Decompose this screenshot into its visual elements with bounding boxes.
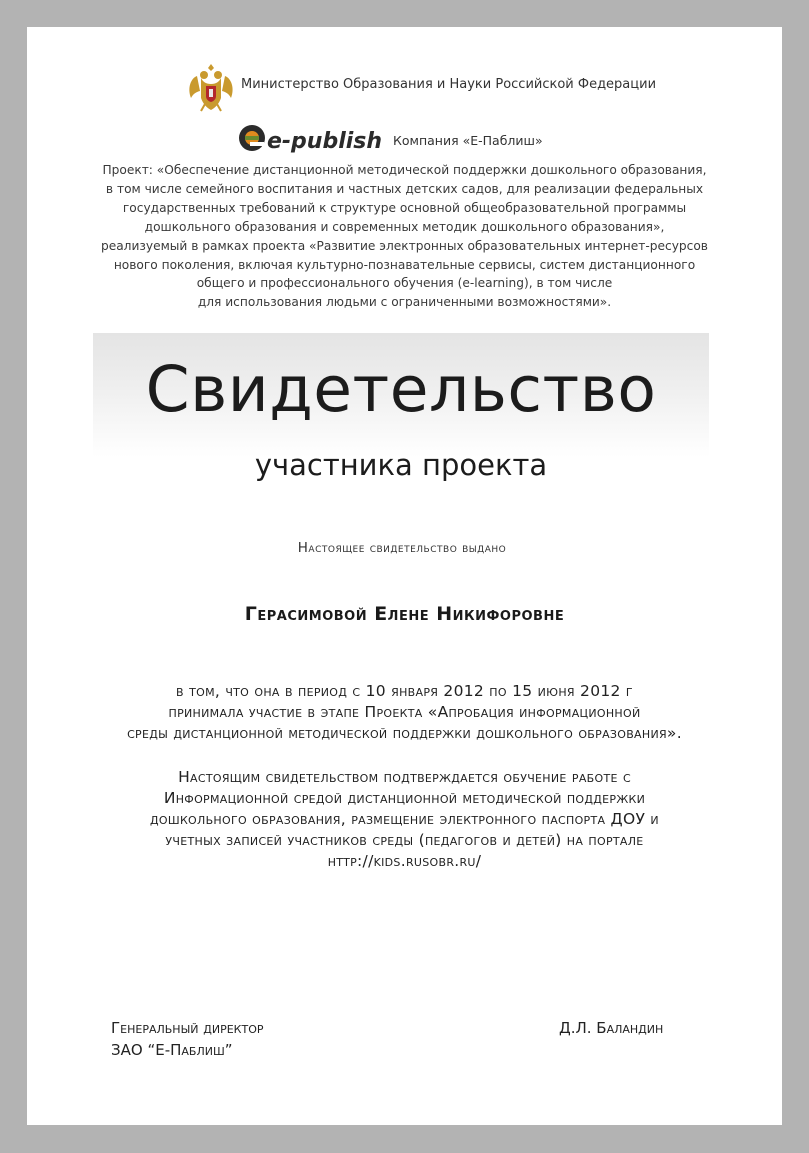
position-line: Генеральный директор xyxy=(111,1019,264,1037)
project-description xyxy=(47,161,762,312)
russian-coat-of-arms-icon xyxy=(183,58,239,114)
project-line: для использования людьми с ограниченными возможностями». xyxy=(197,295,612,310)
project-line: нового поколения, включая культурно-познавательные сервисы, систем дистанционного xyxy=(113,257,696,272)
confirm-line: Настоящим свидетельством подтверждается обучение работе с xyxy=(178,768,631,786)
signatory-name: Д.Л. Баландин xyxy=(559,1019,664,1037)
confirmation-text xyxy=(27,767,782,872)
project-line: общего и профессионального обучения (e-learning), в том числе xyxy=(196,276,613,291)
portal-url: http://kids.rusobr.ru/ xyxy=(327,852,482,870)
e-publish-logo-icon xyxy=(236,120,382,156)
ministry-title: Министерство Образования и Науки Российской Федерации xyxy=(241,77,657,92)
period-line: в том, что она в период с 10 января 2012 по 15 июня 2012 г xyxy=(176,682,633,700)
certificate-title: Свидетельство xyxy=(145,353,657,426)
project-line: дошкольного образования и современных методик дошкольного образования», xyxy=(144,219,665,234)
project-line: в том числе семейного воспитания и частных детских садов, для реализации федеральных xyxy=(105,181,704,196)
certificate-subtitle: участника проекта xyxy=(254,448,548,482)
confirm-line: Информационной средой дистанционной методической поддержки xyxy=(163,789,646,807)
issued-to-label: Настоящее свидетельство выдано xyxy=(297,540,507,556)
project-line: реализуемый в рамках проекта «Развитие электронных образовательных интернет-ресурсов xyxy=(100,238,708,253)
logo-text: e-publish xyxy=(267,129,382,154)
participation-period xyxy=(27,681,782,744)
period-line: принимала участие в этапе Проекта «Апробация информационной xyxy=(168,703,641,721)
project-line: государственных требований к структуре основной общеобразовательной программы xyxy=(122,200,687,215)
recipient-name: Герасимовой Елене Никифоровне xyxy=(244,603,565,625)
period-line: среды дистанционной методической поддержки дошкольного образования». xyxy=(127,724,682,742)
confirm-line: учетных записей участников среды (педагогов и детей) на портале xyxy=(165,831,644,849)
project-line: Проект: «Обеспечение дистанционной методической поддержки дошкольного образования, xyxy=(102,163,707,177)
confirm-line: дошкольного образования, размещение электронного паспорта ДОУ и xyxy=(150,810,659,828)
certificate-page xyxy=(27,27,782,1125)
company-name: Компания «Е-Паблиш» xyxy=(393,133,543,148)
company-line: ЗАО “Е-Паблиш” xyxy=(111,1041,233,1059)
signatory-position xyxy=(111,1017,264,1061)
